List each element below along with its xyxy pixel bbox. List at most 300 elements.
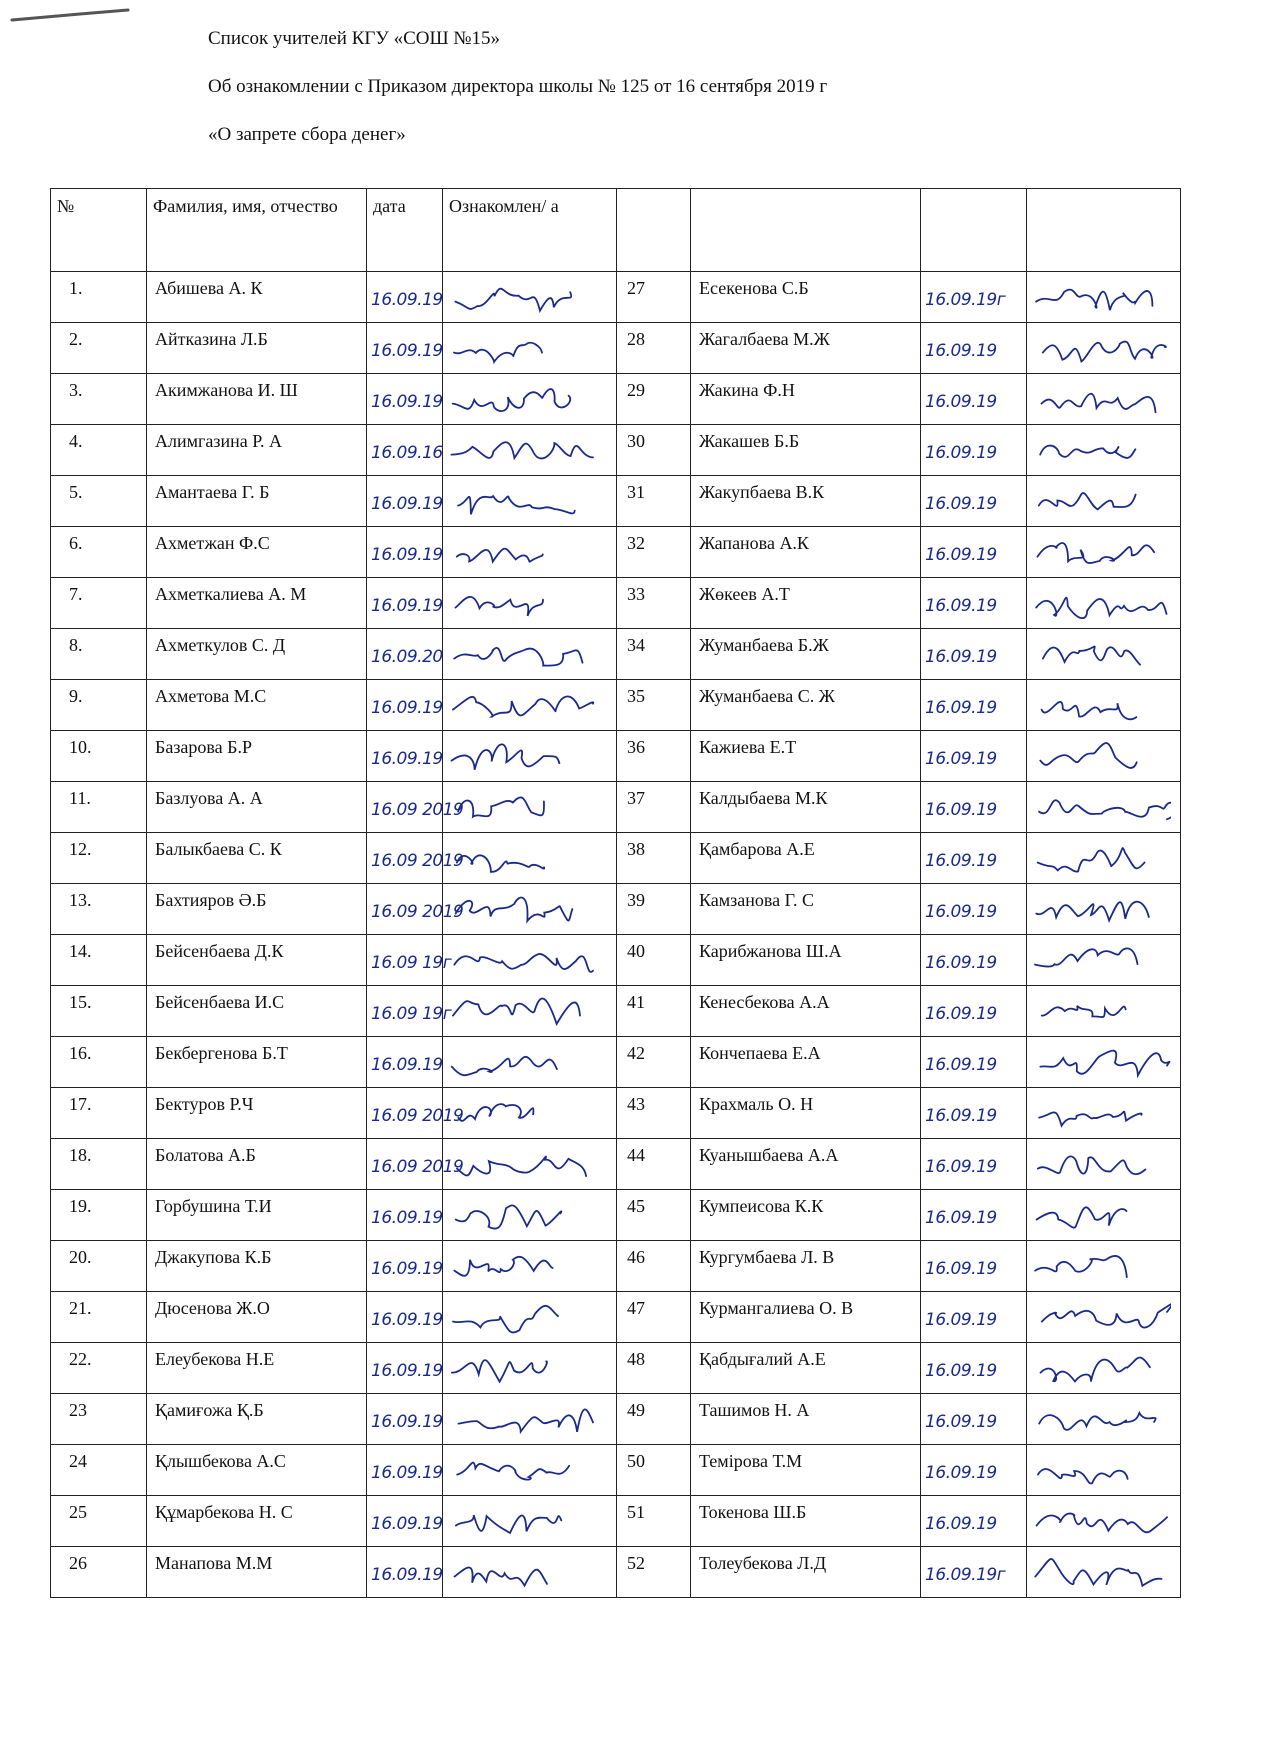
signature-cell <box>1027 578 1181 629</box>
table-header-row <box>51 189 1181 272</box>
signature-cell <box>1027 425 1181 476</box>
row-number: 34 <box>617 629 691 680</box>
acknowledgement-date: 16.09.19 <box>367 1241 443 1292</box>
acknowledgement-date: 16.09 2019 <box>367 884 443 935</box>
handwritten-signature <box>1031 376 1171 422</box>
handwritten-signature <box>447 1498 597 1544</box>
acknowledgement-date: 16.09.19 <box>921 731 1027 782</box>
handwritten-signature <box>1031 427 1171 473</box>
row-number: 48 <box>617 1343 691 1394</box>
table-row <box>51 578 1181 629</box>
table-row <box>51 272 1181 323</box>
table-row <box>51 323 1181 374</box>
row-number: 25 <box>51 1496 147 1547</box>
table-row <box>51 425 1181 476</box>
table-row <box>51 731 1181 782</box>
column-header-acknowledged: Ознакомлен/ а <box>443 189 617 272</box>
acknowledgement-date: 16.09.19 <box>921 1037 1027 1088</box>
acknowledgement-date: 16.09 19г <box>367 986 443 1037</box>
row-number: 29 <box>617 374 691 425</box>
signature-cell <box>1027 272 1181 323</box>
handwritten-signature <box>1031 1141 1171 1187</box>
teacher-name: Болатова А.Б <box>147 1139 367 1190</box>
signature-cell <box>1027 680 1181 731</box>
signature-cell <box>443 1241 617 1292</box>
signature-cell <box>443 935 617 986</box>
signature-cell <box>1027 1547 1181 1598</box>
acknowledgement-date: 16.09.19 <box>367 527 443 578</box>
handwritten-signature <box>447 835 597 881</box>
handwritten-signature <box>1031 1294 1171 1340</box>
table-row <box>51 986 1181 1037</box>
teacher-name: Жакупбаева В.К <box>691 476 921 527</box>
signature-cell <box>1027 1241 1181 1292</box>
teacher-name: Елеубекова Н.Е <box>147 1343 367 1394</box>
teacher-name: Абишева А. К <box>147 272 367 323</box>
teacher-name: Ахметова М.С <box>147 680 367 731</box>
handwritten-signature <box>1031 682 1171 728</box>
signature-cell <box>1027 1190 1181 1241</box>
teacher-name: Дюсенова Ж.О <box>147 1292 367 1343</box>
teacher-name: Жагалбаева М.Ж <box>691 323 921 374</box>
handwritten-signature <box>447 1090 597 1136</box>
acknowledgement-date: 16.09.19 <box>921 680 1027 731</box>
teacher-name: Қлышбекова А.С <box>147 1445 367 1496</box>
row-number: 37 <box>617 782 691 833</box>
teacher-name: Кончепаева Е.А <box>691 1037 921 1088</box>
table-row <box>51 1445 1181 1496</box>
column-header-number-2 <box>617 189 691 272</box>
handwritten-signature <box>1031 529 1171 575</box>
teacher-name: Курмангалиева О. В <box>691 1292 921 1343</box>
table-row <box>51 1088 1181 1139</box>
acknowledgement-date: 16.09.19 <box>921 629 1027 680</box>
row-number: 12. <box>51 833 147 884</box>
teacher-name: Акимжанова И. Ш <box>147 374 367 425</box>
handwritten-signature <box>1031 325 1171 371</box>
signature-cell <box>443 578 617 629</box>
row-number: 52 <box>617 1547 691 1598</box>
signature-cell <box>443 272 617 323</box>
acknowledgement-date: 16.09.19 <box>921 374 1027 425</box>
handwritten-signature <box>447 937 597 983</box>
handwritten-signature <box>447 784 597 830</box>
acknowledgement-date: 16.09.19 <box>367 1547 443 1598</box>
acknowledgement-date: 16.09.19 <box>921 986 1027 1037</box>
table-row <box>51 1547 1181 1598</box>
handwritten-signature <box>447 1447 597 1493</box>
signature-cell <box>1027 1037 1181 1088</box>
table-row <box>51 935 1181 986</box>
acknowledgement-date: 16.09.19 <box>921 884 1027 935</box>
teacher-name: Кургумбаева Л. В <box>691 1241 921 1292</box>
acknowledgement-date: 16.09 2019 <box>367 1088 443 1139</box>
signature-cell <box>443 884 617 935</box>
signature-cell <box>443 1037 617 1088</box>
teacher-name: Ахметкулов С. Д <box>147 629 367 680</box>
signature-cell <box>1027 731 1181 782</box>
acknowledgement-date: 16.09.19 <box>367 272 443 323</box>
signature-cell <box>443 425 617 476</box>
row-number: 47 <box>617 1292 691 1343</box>
column-header-name-2 <box>691 189 921 272</box>
row-number: 18. <box>51 1139 147 1190</box>
teacher-name: Джакупова К.Б <box>147 1241 367 1292</box>
table-row <box>51 1139 1181 1190</box>
acknowledgement-date: 16.09.19 <box>367 1343 443 1394</box>
teacher-name: Бектуров Р.Ч <box>147 1088 367 1139</box>
handwritten-signature <box>1031 1090 1171 1136</box>
signature-cell <box>1027 1496 1181 1547</box>
teacher-name: Темірова Т.М <box>691 1445 921 1496</box>
acknowledgement-date: 16.09.19 <box>921 1496 1027 1547</box>
row-number: 7. <box>51 578 147 629</box>
teacher-name: Кенесбекова А.А <box>691 986 921 1037</box>
acknowledgement-date: 16.09.19 <box>921 782 1027 833</box>
acknowledgement-date: 16.09.19 <box>921 1445 1027 1496</box>
teacher-name: Базарова Б.Р <box>147 731 367 782</box>
signature-cell <box>1027 1445 1181 1496</box>
row-number: 22. <box>51 1343 147 1394</box>
table-row <box>51 833 1181 884</box>
acknowledgement-date: 16.09.19 <box>367 476 443 527</box>
handwritten-signature <box>447 1243 597 1289</box>
teacher-name: Ахметкалиева А. М <box>147 578 367 629</box>
handwritten-signature <box>1031 631 1171 677</box>
row-number: 39 <box>617 884 691 935</box>
table-row <box>51 1343 1181 1394</box>
row-number: 36 <box>617 731 691 782</box>
signature-cell <box>443 680 617 731</box>
table-body <box>51 272 1181 1598</box>
teacher-name: Қамбарова А.Е <box>691 833 921 884</box>
handwritten-signature <box>447 886 597 932</box>
acknowledgement-date: 16.09.19 <box>921 425 1027 476</box>
handwritten-signature <box>1031 988 1171 1034</box>
signature-cell <box>1027 527 1181 578</box>
signature-cell <box>443 1496 617 1547</box>
row-number: 35 <box>617 680 691 731</box>
acknowledgement-date: 16.09.19г <box>921 1547 1027 1598</box>
acknowledgement-date: 16.09.19 <box>921 527 1027 578</box>
header-title: Список учителей КГУ «СОШ №15» <box>208 28 501 49</box>
teacher-name: Жуманбаева С. Ж <box>691 680 921 731</box>
teacher-name: Камзанова Г. С <box>691 884 921 935</box>
signature-cell <box>1027 1292 1181 1343</box>
teacher-name: Құмарбекова Н. С <box>147 1496 367 1547</box>
signature-cell <box>443 1139 617 1190</box>
acknowledgement-date: 16.09.19 <box>921 323 1027 374</box>
acknowledgement-date: 16.09.19 <box>367 578 443 629</box>
row-number: 9. <box>51 680 147 731</box>
acknowledgement-date: 16.09.19 <box>367 1394 443 1445</box>
column-header-date: дата <box>367 189 443 272</box>
signature-cell <box>443 1088 617 1139</box>
signature-cell <box>1027 884 1181 935</box>
signature-cell <box>443 833 617 884</box>
teacher-name: Жакашев Б.Б <box>691 425 921 476</box>
row-number: 6. <box>51 527 147 578</box>
row-number: 26 <box>51 1547 147 1598</box>
handwritten-signature <box>1031 784 1171 830</box>
row-number: 43 <box>617 1088 691 1139</box>
teacher-name: Қамиғожа Қ.Б <box>147 1394 367 1445</box>
table-row <box>51 1241 1181 1292</box>
acknowledgement-date: 16.09.19 <box>367 1445 443 1496</box>
row-number: 13. <box>51 884 147 935</box>
teacher-name: Горбушина Т.И <box>147 1190 367 1241</box>
signature-cell <box>1027 476 1181 527</box>
handwritten-signature <box>1031 1498 1171 1544</box>
handwritten-signature <box>1031 835 1171 881</box>
signature-cell <box>1027 374 1181 425</box>
signature-cell <box>443 986 617 1037</box>
row-number: 4. <box>51 425 147 476</box>
handwritten-signature <box>1031 733 1171 779</box>
signature-cell <box>443 527 617 578</box>
row-number: 49 <box>617 1394 691 1445</box>
signature-cell <box>443 782 617 833</box>
signature-cell <box>1027 833 1181 884</box>
signature-cell <box>1027 1394 1181 1445</box>
handwritten-signature <box>447 1192 597 1238</box>
row-number: 2. <box>51 323 147 374</box>
teacher-name: Жөкеев А.Т <box>691 578 921 629</box>
handwritten-signature <box>447 733 597 779</box>
column-header-name: Фамилия, имя, отчество <box>147 189 367 272</box>
signature-cell <box>443 323 617 374</box>
document-header <box>208 28 827 172</box>
acknowledgement-date: 16.09.19 <box>367 1190 443 1241</box>
teacher-name: Жапанова А.К <box>691 527 921 578</box>
row-number: 5. <box>51 476 147 527</box>
signature-cell <box>1027 935 1181 986</box>
row-number: 27 <box>617 272 691 323</box>
row-number: 38 <box>617 833 691 884</box>
acknowledgement-date: 16.09.19 <box>367 374 443 425</box>
teacher-name: Бахтияров Ә.Б <box>147 884 367 935</box>
acknowledgement-date: 16.09.19 <box>367 1496 443 1547</box>
teacher-name: Карибжанова Ш.А <box>691 935 921 986</box>
acknowledgement-date: 16.09.19 <box>921 935 1027 986</box>
teacher-name: Айтказина Л.Б <box>147 323 367 374</box>
row-number: 33 <box>617 578 691 629</box>
teacher-name: Базлуова А. А <box>147 782 367 833</box>
signature-cell <box>443 629 617 680</box>
table-row <box>51 476 1181 527</box>
signature-cell <box>443 1445 617 1496</box>
acknowledgement-date: 16.09 2019 <box>367 1139 443 1190</box>
row-number: 41 <box>617 986 691 1037</box>
table-row <box>51 680 1181 731</box>
corner-pen-mark <box>10 6 130 26</box>
handwritten-signature <box>447 427 597 473</box>
acknowledgement-date: 16.09.19 <box>921 1394 1027 1445</box>
table-row <box>51 884 1181 935</box>
teacher-name: Калдыбаева М.К <box>691 782 921 833</box>
row-number: 31 <box>617 476 691 527</box>
teacher-acknowledgement-table <box>50 188 1181 1598</box>
row-number: 8. <box>51 629 147 680</box>
handwritten-signature <box>1031 937 1171 983</box>
row-number: 42 <box>617 1037 691 1088</box>
handwritten-signature <box>447 1345 597 1391</box>
signature-cell <box>1027 629 1181 680</box>
teacher-name: Жуманбаева Б.Ж <box>691 629 921 680</box>
handwritten-signature <box>1031 580 1171 626</box>
acknowledgement-date: 16.09.19 <box>367 1292 443 1343</box>
handwritten-signature <box>447 1141 597 1187</box>
handwritten-signature <box>1031 886 1171 932</box>
row-number: 30 <box>617 425 691 476</box>
acknowledgement-date: 16.09.19 <box>367 323 443 374</box>
teacher-name: Бейсенбаева Д.К <box>147 935 367 986</box>
signature-cell <box>443 1190 617 1241</box>
row-number: 51 <box>617 1496 691 1547</box>
signature-cell <box>443 374 617 425</box>
handwritten-signature <box>1031 1039 1171 1085</box>
acknowledgement-date: 16.09.19 <box>921 833 1027 884</box>
acknowledgement-date: 16.09.20 <box>367 629 443 680</box>
acknowledgement-date: 16.09.19 <box>921 578 1027 629</box>
row-number: 24 <box>51 1445 147 1496</box>
row-number: 50 <box>617 1445 691 1496</box>
row-number: 19. <box>51 1190 147 1241</box>
handwritten-signature <box>447 1039 597 1085</box>
handwritten-signature <box>447 580 597 626</box>
signature-cell <box>443 731 617 782</box>
handwritten-signature <box>447 529 597 575</box>
acknowledgement-date: 16.09.19 <box>921 1241 1027 1292</box>
handwritten-signature <box>447 1294 597 1340</box>
acknowledgement-date: 16.09.19 <box>921 1343 1027 1394</box>
handwritten-signature <box>447 988 597 1034</box>
teacher-name: Крахмаль О. Н <box>691 1088 921 1139</box>
teacher-name: Қабдығалий А.Е <box>691 1343 921 1394</box>
teacher-name: Есекенова С.Б <box>691 272 921 323</box>
handwritten-signature <box>1031 478 1171 524</box>
acknowledgement-date: 16.09.19 <box>921 476 1027 527</box>
acknowledgement-date: 16.09 19г <box>367 935 443 986</box>
handwritten-signature <box>1031 274 1171 320</box>
column-header-date-2 <box>921 189 1027 272</box>
teacher-name: Амантаева Г. Б <box>147 476 367 527</box>
teacher-name: Толеубекова Л.Д <box>691 1547 921 1598</box>
teacher-name: Бекбергенова Б.Т <box>147 1037 367 1088</box>
teacher-name: Ташимов Н. А <box>691 1394 921 1445</box>
handwritten-signature <box>1031 1549 1171 1595</box>
table-row <box>51 1394 1181 1445</box>
row-number: 14. <box>51 935 147 986</box>
row-number: 17. <box>51 1088 147 1139</box>
handwritten-signature <box>1031 1447 1171 1493</box>
acknowledgement-date: 16.09.16 <box>367 425 443 476</box>
row-number: 40 <box>617 935 691 986</box>
table-row <box>51 527 1181 578</box>
row-number: 32 <box>617 527 691 578</box>
acknowledgement-date: 16.09.19 <box>921 1139 1027 1190</box>
row-number: 3. <box>51 374 147 425</box>
table-row <box>51 1037 1181 1088</box>
signature-cell <box>443 1547 617 1598</box>
teacher-name: Кумпеисова К.К <box>691 1190 921 1241</box>
table-row <box>51 1190 1181 1241</box>
acknowledgement-date: 16.09.19 <box>367 1037 443 1088</box>
handwritten-signature <box>1031 1345 1171 1391</box>
handwritten-signature <box>447 682 597 728</box>
signature-cell <box>1027 782 1181 833</box>
row-number: 46 <box>617 1241 691 1292</box>
table-row <box>51 782 1181 833</box>
signature-cell <box>1027 323 1181 374</box>
signature-cell <box>1027 1088 1181 1139</box>
signature-cell <box>443 1343 617 1394</box>
handwritten-signature <box>1031 1192 1171 1238</box>
handwritten-signature <box>447 376 597 422</box>
acknowledgement-date: 16.09.19 <box>921 1190 1027 1241</box>
handwritten-signature <box>447 325 597 371</box>
row-number: 11. <box>51 782 147 833</box>
teacher-name: Манапова М.М <box>147 1547 367 1598</box>
table-row <box>51 374 1181 425</box>
signature-cell <box>443 1292 617 1343</box>
acknowledgement-date: 16.09.19 <box>367 680 443 731</box>
teacher-name: Кажиева Е.Т <box>691 731 921 782</box>
row-number: 23 <box>51 1394 147 1445</box>
row-number: 16. <box>51 1037 147 1088</box>
row-number: 45 <box>617 1190 691 1241</box>
header-order-reference: Об ознакомлении с Приказом директора школы № 125 от 16 сентября 2019 г <box>208 76 828 97</box>
handwritten-signature <box>447 1396 597 1442</box>
table-row <box>51 1292 1181 1343</box>
handwritten-signature <box>1031 1396 1171 1442</box>
teacher-name: Балыкбаева С. К <box>147 833 367 884</box>
teacher-name: Токенова Ш.Б <box>691 1496 921 1547</box>
handwritten-signature <box>447 631 597 677</box>
acknowledgement-date: 16.09.19г <box>921 272 1027 323</box>
row-number: 1. <box>51 272 147 323</box>
acknowledgement-date: 16.09 2019 <box>367 782 443 833</box>
signature-cell <box>1027 1139 1181 1190</box>
table-row <box>51 1496 1181 1547</box>
row-number: 15. <box>51 986 147 1037</box>
acknowledgement-date: 16.09.19 <box>921 1292 1027 1343</box>
row-number: 44 <box>617 1139 691 1190</box>
header-order-subject: «О запрете сбора денег» <box>208 124 406 145</box>
row-number: 28 <box>617 323 691 374</box>
signature-cell <box>1027 986 1181 1037</box>
column-header-signature-2 <box>1027 189 1181 272</box>
handwritten-signature <box>1031 1243 1171 1289</box>
teacher-name: Жакина Ф.Н <box>691 374 921 425</box>
acknowledgement-date: 16.09.19 <box>921 1088 1027 1139</box>
acknowledgement-date: 16.09 2019 <box>367 833 443 884</box>
teacher-name: Ахметжан Ф.С <box>147 527 367 578</box>
teacher-name: Куанышбаева А.А <box>691 1139 921 1190</box>
signature-cell <box>443 476 617 527</box>
handwritten-signature <box>447 274 597 320</box>
signature-cell <box>443 1394 617 1445</box>
row-number: 20. <box>51 1241 147 1292</box>
teacher-name: Бейсенбаева И.С <box>147 986 367 1037</box>
handwritten-signature <box>447 478 597 524</box>
row-number: 21. <box>51 1292 147 1343</box>
acknowledgement-date: 16.09.19 <box>367 731 443 782</box>
teacher-name: Алимгазина Р. А <box>147 425 367 476</box>
handwritten-signature <box>447 1549 597 1595</box>
row-number: 10. <box>51 731 147 782</box>
column-header-number: № <box>51 189 147 272</box>
